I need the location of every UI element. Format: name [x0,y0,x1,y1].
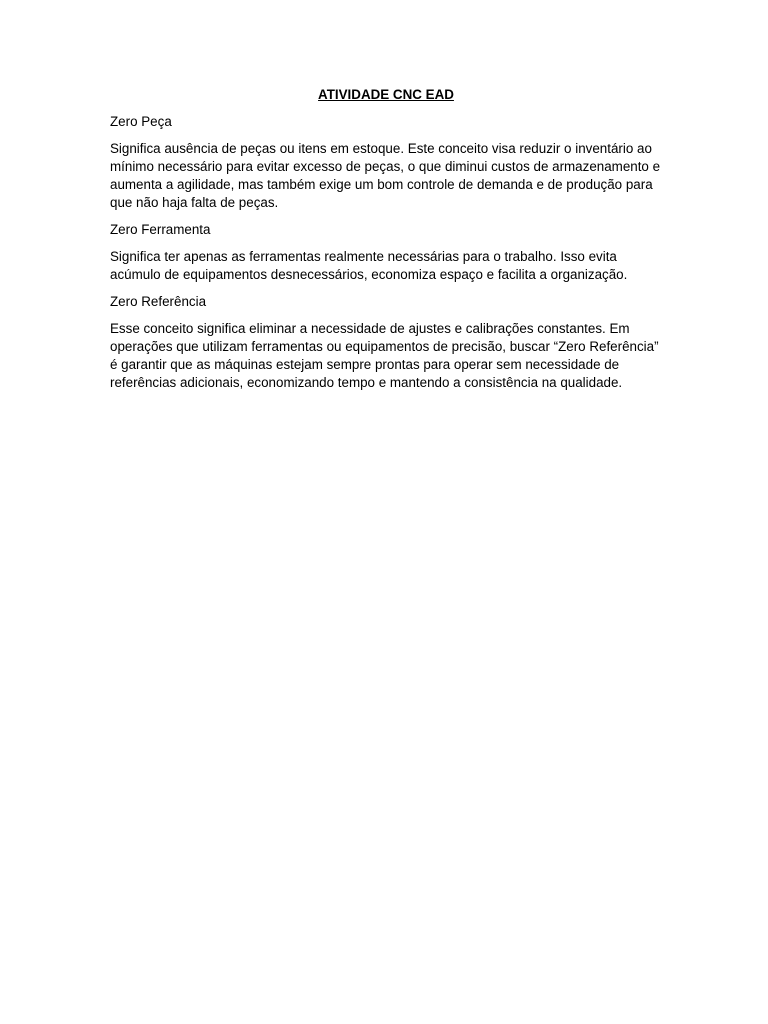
section-heading-zero-referencia: Zero Referência [110,294,207,309]
section-heading-zero-peca: Zero Peça [110,114,172,129]
section-heading-zero-ferramenta: Zero Ferramenta [110,222,211,237]
document-body [110,86,662,401]
document-title: ATIVIDADE CNC EAD [318,87,454,102]
section-text-zero-peca: Significa ausência de peças ou itens em estoque. Este conceito visa reduzir o inventário ao mínimo necessário para evitar excesso de peças, o que diminui custos de armazenamento e aumenta a agilidade, mas também exige um bom controle de demanda e de produção para que não haja falta de peças. [110,141,661,210]
section-text-zero-referencia: Esse conceito significa eliminar a necessidade de ajustes e calibrações constantes. Em operações que utilizam ferramentas ou equipamentos de precisão, buscar “Zero Referência” é garantir que as máquinas estejam sempre prontas para operar sem necessidade de referências adicionais, economizando tempo e mantendo a consistência na qualidade. [110,321,659,390]
section-text-zero-ferramenta: Significa ter apenas as ferramentas realmente necessárias para o trabalho. Isso evita acúmulo de equipamentos desnecessários, economiza espaço e facilita a organização. [110,249,628,282]
